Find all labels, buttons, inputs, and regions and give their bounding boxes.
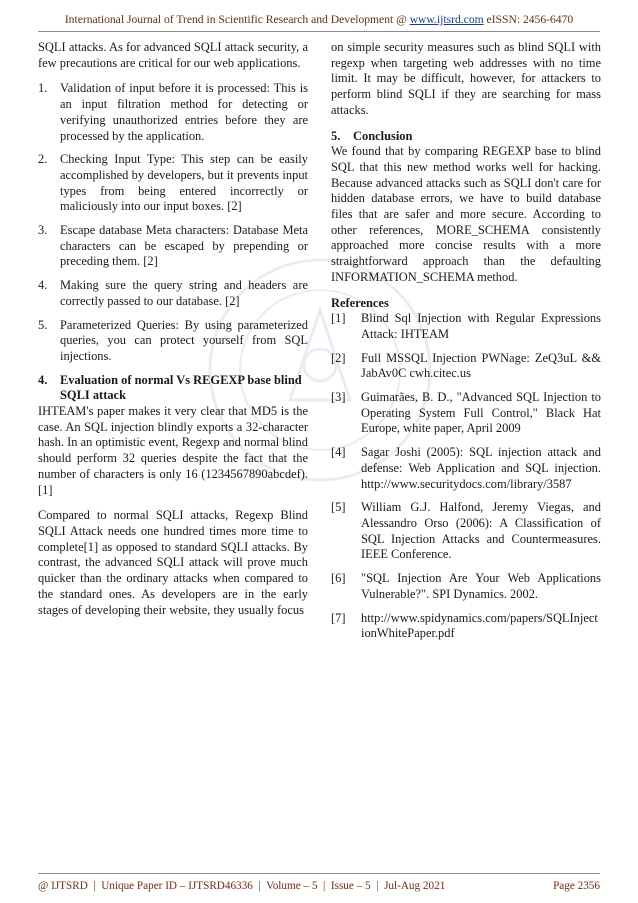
- list-number: 3.: [38, 223, 48, 238]
- continued-paragraph: on simple security measures such as blind SQLI with regexp when targeting web addresses with no time limit. It may be difficult, however, for attackers to perform blind SQLI if they are searching for mass attacks.: [331, 40, 601, 117]
- list-text: Checking Input Type: This step can be easily accomplished by developers, but it prevents input types from being entered incorrectly or maliciously into our input boxes. [2]: [60, 152, 308, 214]
- list-text: Validation of input before it is processed: This is an input filtration method for detecting or verifying unauthorized entries before they are processed by the application.: [60, 81, 308, 143]
- reference-number: [4]: [331, 445, 346, 460]
- reference-text: Blind Sql Injection with Regular Expressions Attack: IHTEAM: [361, 311, 601, 341]
- intro-paragraph: SQLI attacks. As for advanced SQLI attack security, a few precautions are critical for our web applications.: [38, 40, 308, 70]
- page-number: Page 2356: [553, 880, 600, 892]
- journal-header: [0, 13, 638, 26]
- reference-item: [331, 390, 601, 437]
- left-column: [38, 40, 308, 628]
- reference-text: Guimarães, B. D., "Advanced SQL Injection to Operating System Full Control," Black Hat Europe, white paper, April 2009: [361, 390, 601, 436]
- reference-number: [6]: [331, 571, 346, 586]
- section-title: Evaluation of normal Vs REGEXP base blind SQLI attack: [60, 372, 302, 403]
- reference-number: [3]: [331, 390, 346, 405]
- list-item: [38, 152, 308, 215]
- reference-number: [1]: [331, 311, 346, 326]
- list-text: Making sure the query string and headers are correctly passed to our database. [2]: [60, 278, 308, 308]
- footer-info: @ IJTSRD | Unique Paper ID – IJTSRD46336 | Volume – 5 | Issue – 5 | Jul-Aug 2021: [38, 880, 446, 892]
- list-number: 1.: [38, 81, 48, 96]
- reference-text: "SQL Injection Are Your Web Applications Vulnerable?". SPI Dynamics. 2002.: [361, 571, 601, 601]
- reference-text: Sagar Joshi (2005): SQL injection attack and defense: Web Application and SQL injection. http://www.securitydocs.com/library/3587: [361, 445, 601, 491]
- page-footer: [38, 880, 600, 892]
- list-number: 5.: [38, 317, 48, 332]
- list-item: [38, 278, 308, 309]
- header-issn: eISSN: 2456-6470: [483, 13, 574, 26]
- list-number: 4.: [38, 278, 48, 293]
- list-number: 2.: [38, 152, 48, 167]
- section-4-heading: [38, 373, 308, 404]
- reference-item: [331, 311, 601, 342]
- references-list: [331, 311, 601, 642]
- reference-item: [331, 571, 601, 602]
- right-column: [331, 40, 601, 650]
- footer-divider: [38, 873, 600, 874]
- list-item: [38, 81, 308, 144]
- reference-number: [5]: [331, 500, 346, 515]
- evaluation-paragraph-1: IHTEAM's paper makes it very clear that MD5 is the case. An SQL injection blindly exports a 32-character hash. In an optimistic event, Regexp and normal blind should perform 32 queries despite the fact that the number of characters is only 16 (1234567890abcdef). [1]: [38, 404, 308, 497]
- reference-url-text[interactable]: http://www.spidynamics.com/papers/SQLInjectionWhitePaper.pdf: [361, 610, 598, 641]
- reference-text: Full MSSQL Injection PWNage: ZeQ3uL && JabAv0C cwh.citec.us: [361, 350, 601, 381]
- section-number: 5.: [331, 128, 341, 143]
- header-divider: [38, 31, 600, 32]
- section-title: Conclusion: [353, 128, 413, 143]
- journal-website-link[interactable]: www.ijtsrd.com: [409, 13, 484, 26]
- reference-item: [331, 351, 601, 382]
- header-title: International Journal of Trend in Scientific Research and Development @: [64, 13, 410, 26]
- list-item: [38, 223, 308, 270]
- reference-number: [7]: [331, 610, 346, 625]
- reference-text: William G.J. Halfond, Jeremy Viegas, and Alessandro Orso (2006): A Classification of SQL Injection Attacks and Countermeasures. IEEE Conference.: [361, 500, 601, 562]
- references-heading: References: [331, 295, 389, 310]
- list-text: Escape database Meta characters: Database Meta characters can be escaped by prepending or preceding them. [2]: [60, 223, 308, 269]
- section-5-heading: [331, 129, 601, 145]
- section-number: 4.: [38, 372, 48, 387]
- precautions-list: [38, 81, 308, 364]
- evaluation-paragraph-2: Compared to normal SQLI attacks, Regexp Blind SQLI Attack needs one hundred times more time to complete[1] as opposed to standard SQLI attacks. By contrast, the advanced SQLI attack will prove much quicker than the ordinary attacks when compared to the standard ones. As developers are in the early stages of developing their website, they usually focus: [38, 508, 308, 617]
- list-item: [38, 318, 308, 365]
- reference-number: [2]: [331, 350, 346, 365]
- reference-item: [331, 500, 601, 563]
- list-text: Parameterized Queries: By using parameterized queries, you can protect yourself from SQL injections.: [60, 317, 308, 363]
- conclusion-paragraph: We found that by comparing REGEXP base to blind SQL that this new method works well for hacking. Because advanced attacks such as SQLI don't care for hidden database errors, we have to build database files that are safer and more secure. According to other references, MORE_SCHEMA consistently approached more concise results with a more straightforward approach than the defaulting INFORMATION_SCHEMA method.: [331, 144, 601, 284]
- reference-item: [331, 611, 601, 642]
- reference-item: [331, 445, 601, 492]
